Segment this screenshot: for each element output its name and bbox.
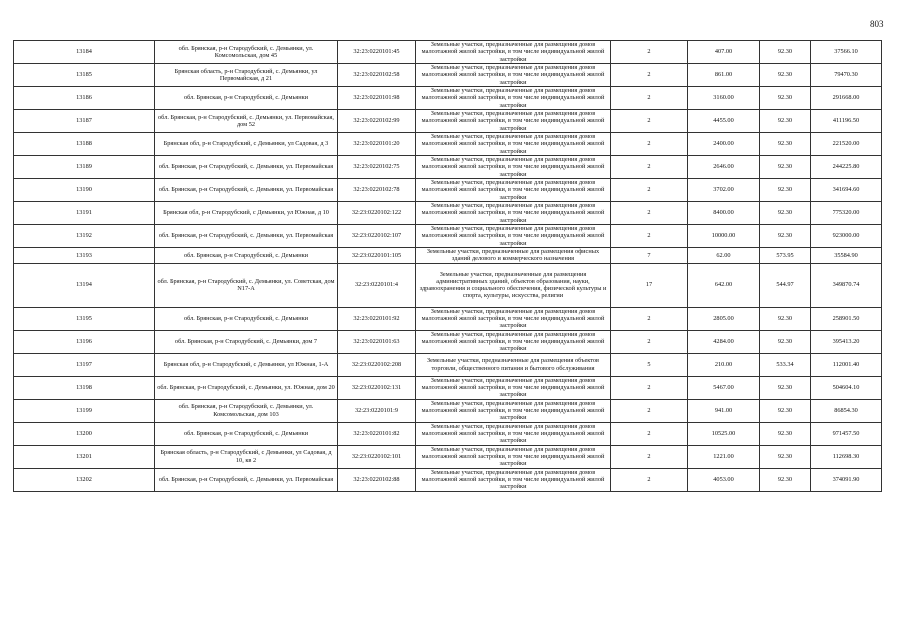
land-use-group-cell: 2 [611, 445, 688, 468]
cadastral-number-cell: 32:23:0220101:9 [338, 399, 416, 422]
area-cell: 62.00 [688, 248, 760, 264]
specific-value-cell: 92.30 [760, 179, 811, 202]
record-number-cell: 13191 [14, 202, 155, 225]
record-number-cell: 13195 [14, 307, 155, 330]
area-cell: 941.00 [688, 399, 760, 422]
table-body [14, 41, 882, 492]
land-use-group-cell: 2 [611, 133, 688, 156]
area-cell: 2646.00 [688, 156, 760, 179]
table-row [14, 445, 882, 468]
address-cell: обл. Брянская, р-н Стародубский, с. Демьянки [155, 422, 338, 445]
table-row [14, 133, 882, 156]
address-cell: Брянская обл, р-н Стародубский, с Демьянки, ул Южная, 1-А [155, 353, 338, 376]
record-number-cell: 13190 [14, 179, 155, 202]
table-row [14, 179, 882, 202]
land-use-purpose-cell: Земельные участки, предназначенные для размещения домов малоэтажной жилой застройки, в том числе индивидуальной жилой застройки [416, 307, 611, 330]
cadastral-value-cell: 395413.20 [811, 330, 882, 353]
area-cell: 2805.00 [688, 307, 760, 330]
record-number-cell: 13196 [14, 330, 155, 353]
specific-value-cell: 92.30 [760, 376, 811, 399]
address-cell: обл. Брянская, р-н Стародубский, с. Демьянки [155, 87, 338, 110]
cadastral-number-cell: 32:23:0220101:63 [338, 330, 416, 353]
cadastral-value-cell: 258901.50 [811, 307, 882, 330]
address-cell: Брянская область, р-н Стародубский, с. Демьянки, ул Первомайская, д 21 [155, 64, 338, 87]
table-row [14, 64, 882, 87]
cadastral-value-cell: 221520.00 [811, 133, 882, 156]
land-use-purpose-cell: Земельные участки, предназначенные для размещения домов малоэтажной жилой застройки, в том числе индивидуальной жилой застройки [416, 110, 611, 133]
address-cell: обл. Брянская, р-н Стародубский, с. Демьянки, ул. Комсомольская, дом 103 [155, 399, 338, 422]
land-use-purpose-cell: Земельные участки, предназначенные для размещения офисных зданий делового и коммерческого назначения [416, 248, 611, 264]
record-number-cell: 13199 [14, 399, 155, 422]
cadastral-value-cell: 244225.80 [811, 156, 882, 179]
address-cell: обл. Брянская, р-н Стародубский, с. Демьянки, ул. Первомайская [155, 225, 338, 248]
land-use-purpose-cell: Земельные участки, предназначенные для размещения административных зданий, объектов образования, науки, здравоохранения и социального обеспечения, физической культуры и спорта, культуры, искусства, религии [416, 263, 611, 307]
record-number-cell: 13188 [14, 133, 155, 156]
cadastral-number-cell: 32:23:0220102:78 [338, 179, 416, 202]
cadastral-number-cell: 32:23:0220101:105 [338, 248, 416, 264]
address-cell: обл. Брянская, р-н Стародубский, с. Демьянки, ул. Комсомольская, дом 45 [155, 41, 338, 64]
area-cell: 5467.00 [688, 376, 760, 399]
record-number-cell: 13200 [14, 422, 155, 445]
area-cell: 642.00 [688, 263, 760, 307]
cadastral-value-cell: 411196.50 [811, 110, 882, 133]
cadastral-number-cell: 32:23:0220102:208 [338, 353, 416, 376]
specific-value-cell: 92.30 [760, 445, 811, 468]
land-use-group-cell: 2 [611, 156, 688, 179]
record-number-cell: 13189 [14, 156, 155, 179]
specific-value-cell: 92.30 [760, 64, 811, 87]
area-cell: 1221.00 [688, 445, 760, 468]
land-use-purpose-cell: Земельные участки, предназначенные для размещения домов малоэтажной жилой застройки, в том числе индивидуальной жилой застройки [416, 156, 611, 179]
land-use-group-cell: 2 [611, 422, 688, 445]
land-use-purpose-cell: Земельные участки, предназначенные для размещения домов малоэтажной жилой застройки, в том числе индивидуальной жилой застройки [416, 225, 611, 248]
land-use-purpose-cell: Земельные участки, предназначенные для размещения домов малоэтажной жилой застройки, в том числе индивидуальной жилой застройки [416, 202, 611, 225]
land-use-purpose-cell: Земельные участки, предназначенные для размещения домов малоэтажной жилой застройки, в том числе индивидуальной жилой застройки [416, 41, 611, 64]
specific-value-cell: 92.30 [760, 422, 811, 445]
address-cell: Брянская обл, р-н Стародубский, с Демьянки, ул Южная, д 10 [155, 202, 338, 225]
specific-value-cell: 92.30 [760, 87, 811, 110]
cadastral-number-cell: 32:23:0220101:98 [338, 87, 416, 110]
cadastral-value-cell: 112698.30 [811, 445, 882, 468]
table-row [14, 110, 882, 133]
land-use-group-cell: 2 [611, 468, 688, 491]
table-row [14, 399, 882, 422]
specific-value-cell: 92.30 [760, 399, 811, 422]
record-number-cell: 13192 [14, 225, 155, 248]
cadastral-number-cell: 32:23:0220102:88 [338, 468, 416, 491]
area-cell: 4284.00 [688, 330, 760, 353]
table-row [14, 353, 882, 376]
area-cell: 10525.00 [688, 422, 760, 445]
land-use-group-cell: 2 [611, 41, 688, 64]
record-number-cell: 13186 [14, 87, 155, 110]
address-cell: обл. Брянская, р-н Стародубский, с. Демьянки, ул. Первомайская [155, 179, 338, 202]
table-row [14, 330, 882, 353]
area-cell: 861.00 [688, 64, 760, 87]
address-cell: обл. Брянская, р-н Стародубский, с. Демьянки, ул. Советская, дом N17-А [155, 263, 338, 307]
cadastral-number-cell: 32:23:0220102:75 [338, 156, 416, 179]
address-cell: обл. Брянская, р-н Стародубский, с. Демьянки, ул. Первомайская [155, 156, 338, 179]
address-cell: обл. Брянская, р-н Стародубский, с. Демьянки, ул. Первомайская, дом 52 [155, 110, 338, 133]
area-cell: 210.00 [688, 353, 760, 376]
table-row [14, 41, 882, 64]
specific-value-cell: 92.30 [760, 307, 811, 330]
area-cell: 8400.00 [688, 202, 760, 225]
area-cell: 4455.00 [688, 110, 760, 133]
address-cell: обл. Брянская, р-н Стародубский, с. Демьянки, дом 7 [155, 330, 338, 353]
specific-value-cell: 573.95 [760, 248, 811, 264]
cadastral-number-cell: 32:23:0220101:82 [338, 422, 416, 445]
land-use-purpose-cell: Земельные участки, предназначенные для размещения домов малоэтажной жилой застройки, в том числе индивидуальной жилой застройки [416, 376, 611, 399]
specific-value-cell: 544.97 [760, 263, 811, 307]
cadastral-value-cell: 349870.74 [811, 263, 882, 307]
land-use-group-cell: 2 [611, 179, 688, 202]
cadastral-number-cell: 32:23:0220102:58 [338, 64, 416, 87]
cadastral-value-cell: 775320.00 [811, 202, 882, 225]
address-cell: обл. Брянская, р-н Стародубский, с. Демьянки, ул. Первомайская [155, 468, 338, 491]
cadastral-value-cell: 112001.40 [811, 353, 882, 376]
record-number-cell: 13201 [14, 445, 155, 468]
address-cell: обл. Брянская, р-н Стародубский, с. Демьянки [155, 248, 338, 264]
page-number: 803 [870, 19, 884, 29]
land-use-purpose-cell: Земельные участки, предназначенные для размещения домов малоэтажной жилой застройки, в том числе индивидуальной жилой застройки [416, 422, 611, 445]
land-use-group-cell: 2 [611, 376, 688, 399]
specific-value-cell: 92.30 [760, 330, 811, 353]
land-use-purpose-cell: Земельные участки, предназначенные для размещения домов малоэтажной жилой застройки, в том числе индивидуальной жилой застройки [416, 445, 611, 468]
cadastral-value-cell: 86854.30 [811, 399, 882, 422]
area-cell: 10000.00 [688, 225, 760, 248]
land-use-purpose-cell: Земельные участки, предназначенные для размещения домов малоэтажной жилой застройки, в том числе индивидуальной жилой застройки [416, 468, 611, 491]
record-number-cell: 13194 [14, 263, 155, 307]
land-use-group-cell: 2 [611, 64, 688, 87]
table-row [14, 202, 882, 225]
specific-value-cell: 92.30 [760, 468, 811, 491]
record-number-cell: 13193 [14, 248, 155, 264]
area-cell: 407.00 [688, 41, 760, 64]
specific-value-cell: 533.34 [760, 353, 811, 376]
land-use-purpose-cell: Земельные участки, предназначенные для размещения домов малоэтажной жилой застройки, в том числе индивидуальной жилой застройки [416, 133, 611, 156]
record-number-cell: 13198 [14, 376, 155, 399]
table-row [14, 422, 882, 445]
land-use-group-cell: 2 [611, 330, 688, 353]
cadastral-number-cell: 32:23:0220101:4 [338, 263, 416, 307]
cadastral-value-cell: 79470.30 [811, 64, 882, 87]
land-use-group-cell: 2 [611, 399, 688, 422]
land-use-group-cell: 2 [611, 225, 688, 248]
table-row [14, 263, 882, 307]
area-cell: 4053.00 [688, 468, 760, 491]
table-row [14, 376, 882, 399]
land-use-purpose-cell: Земельные участки, предназначенные для размещения домов малоэтажной жилой застройки, в том числе индивидуальной жилой застройки [416, 179, 611, 202]
land-valuation-table [13, 40, 882, 492]
specific-value-cell: 92.30 [760, 202, 811, 225]
cadastral-value-cell: 35584.90 [811, 248, 882, 264]
land-use-group-cell: 2 [611, 87, 688, 110]
land-use-group-cell: 2 [611, 110, 688, 133]
address-cell: Брянская обл, р-н Стародубский, с Демьянки, ул Садовая, д 3 [155, 133, 338, 156]
cadastral-number-cell: 32:23:0220102:131 [338, 376, 416, 399]
specific-value-cell: 92.30 [760, 133, 811, 156]
land-use-purpose-cell: Земельные участки, предназначенные для размещения домов малоэтажной жилой застройки, в том числе индивидуальной жилой застройки [416, 399, 611, 422]
specific-value-cell: 92.30 [760, 225, 811, 248]
table-row [14, 156, 882, 179]
land-use-purpose-cell: Земельные участки, предназначенные для размещения домов малоэтажной жилой застройки, в том числе индивидуальной жилой застройки [416, 87, 611, 110]
cadastral-number-cell: 32:23:0220102:99 [338, 110, 416, 133]
land-use-group-cell: 5 [611, 353, 688, 376]
address-cell: обл. Брянская, р-н Стародубский, с. Демьянки [155, 307, 338, 330]
area-cell: 2400.00 [688, 133, 760, 156]
cadastral-value-cell: 374091.90 [811, 468, 882, 491]
cadastral-value-cell: 341694.60 [811, 179, 882, 202]
cadastral-number-cell: 32:23:0220102:101 [338, 445, 416, 468]
specific-value-cell: 92.30 [760, 156, 811, 179]
land-use-group-cell: 7 [611, 248, 688, 264]
specific-value-cell: 92.30 [760, 41, 811, 64]
land-use-group-cell: 2 [611, 202, 688, 225]
land-use-purpose-cell: Земельные участки, предназначенные для размещения домов малоэтажной жилой застройки, в том числе индивидуальной жилой застройки [416, 64, 611, 87]
table-row [14, 248, 882, 264]
address-cell: Брянская область, р-н Стародубский, с Демьянки, ул Садовая, д 10, кв 2 [155, 445, 338, 468]
table-row [14, 307, 882, 330]
land-use-purpose-cell: Земельные участки, предназначенные для размещения объектов торговли, общественного питания и бытового обслуживания [416, 353, 611, 376]
record-number-cell: 13185 [14, 64, 155, 87]
record-number-cell: 13184 [14, 41, 155, 64]
table-row [14, 225, 882, 248]
cadastral-number-cell: 32:23:0220102:107 [338, 225, 416, 248]
land-use-group-cell: 17 [611, 263, 688, 307]
record-number-cell: 13197 [14, 353, 155, 376]
cadastral-number-cell: 32:23:0220101:20 [338, 133, 416, 156]
cadastral-value-cell: 291668.00 [811, 87, 882, 110]
cadastral-number-cell: 32:23:0220102:122 [338, 202, 416, 225]
address-cell: обл. Брянская, р-н Стародубский, с. Демьянки, ул. Южная, дом 20 [155, 376, 338, 399]
cadastral-value-cell: 37566.10 [811, 41, 882, 64]
record-number-cell: 13187 [14, 110, 155, 133]
cadastral-value-cell: 923000.00 [811, 225, 882, 248]
specific-value-cell: 92.30 [760, 110, 811, 133]
area-cell: 3160.00 [688, 87, 760, 110]
cadastral-number-cell: 32:23:0220101:92 [338, 307, 416, 330]
table-row [14, 468, 882, 491]
record-number-cell: 13202 [14, 468, 155, 491]
cadastral-value-cell: 971457.50 [811, 422, 882, 445]
land-use-purpose-cell: Земельные участки, предназначенные для размещения домов малоэтажной жилой застройки, в том числе индивидуальной жилой застройки [416, 330, 611, 353]
land-use-group-cell: 2 [611, 307, 688, 330]
cadastral-value-cell: 504604.10 [811, 376, 882, 399]
cadastral-number-cell: 32:23:0220101:45 [338, 41, 416, 64]
table-row [14, 87, 882, 110]
area-cell: 3702.00 [688, 179, 760, 202]
